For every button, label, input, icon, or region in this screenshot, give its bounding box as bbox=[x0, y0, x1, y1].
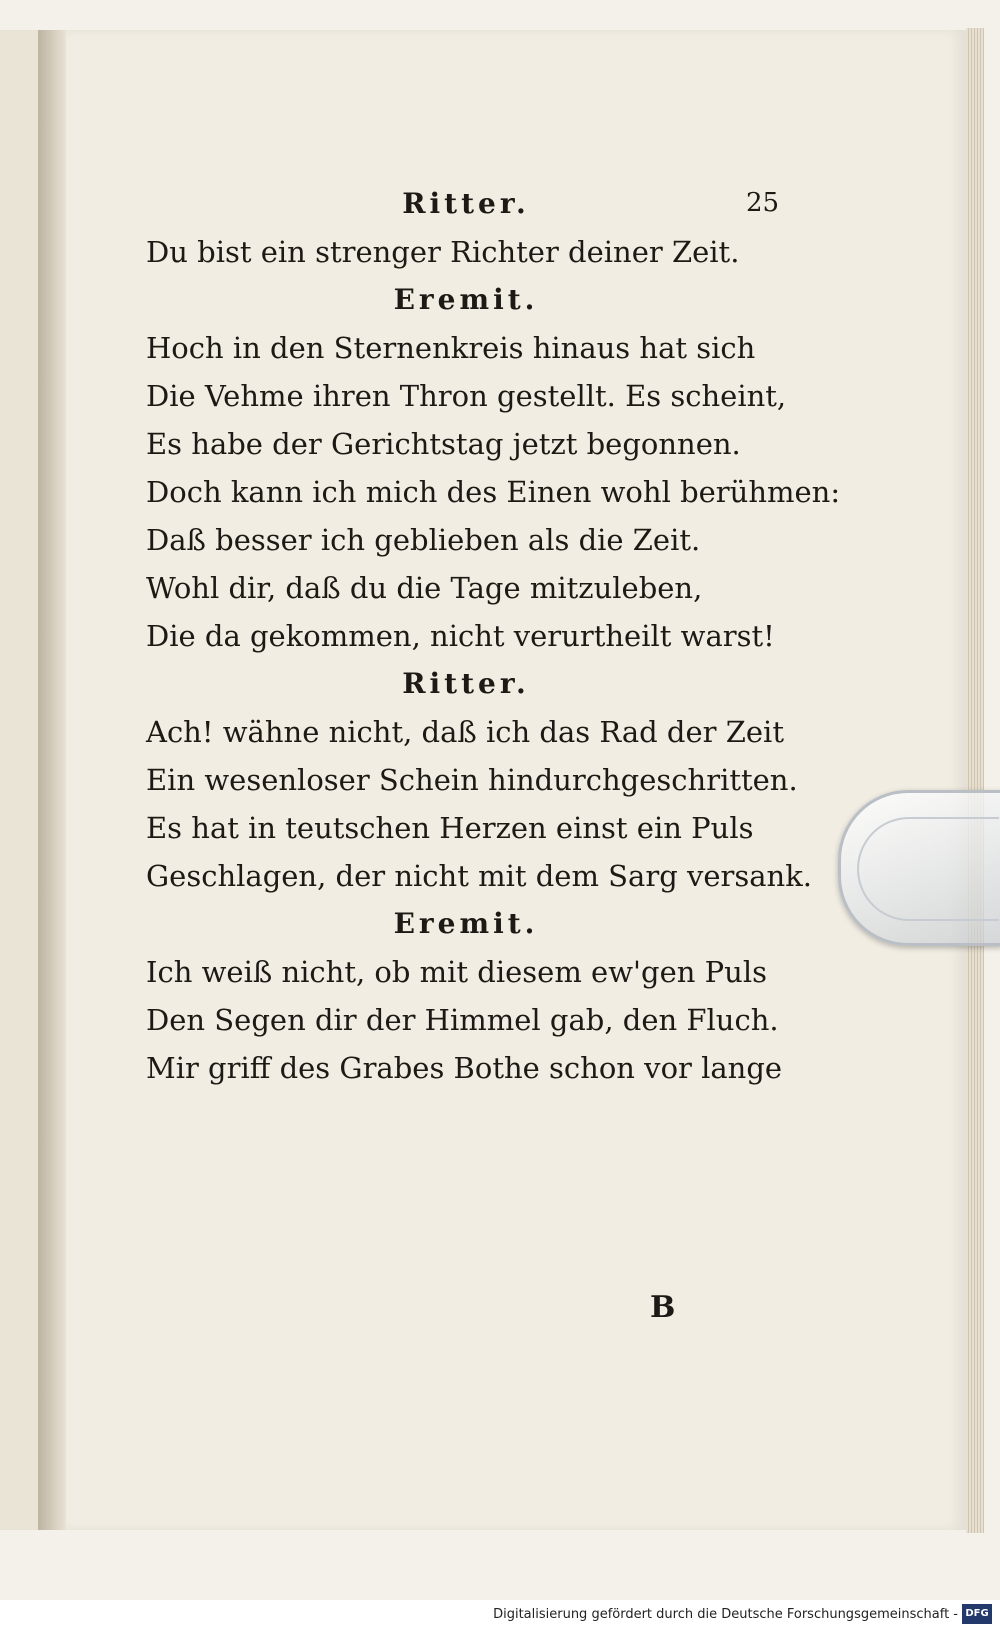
verse-line: Doch kann ich mich des Einen wohl berühmen: bbox=[146, 475, 841, 509]
page-clip bbox=[838, 790, 1000, 946]
speaker-heading: Eremit. bbox=[393, 283, 539, 316]
page-number: 25 bbox=[746, 188, 780, 218]
book-gutter bbox=[38, 30, 68, 1530]
verse-line: Wohl dir, daß du die Tage mitzuleben, bbox=[146, 571, 703, 605]
verse-line: Die Vehme ihren Thron gestellt. Es scheint, bbox=[146, 379, 787, 413]
digitization-footer bbox=[0, 1600, 1000, 1631]
verse-line: Ach! wähne nicht, daß ich das Rad der Zeit bbox=[146, 715, 784, 749]
verse-line: Mir griff des Grabes Bothe schon vor lange bbox=[146, 1051, 783, 1085]
verse-line: Ein wesenloser Schein hindurchgeschritten. bbox=[146, 763, 798, 797]
speaker-heading: Ritter. bbox=[402, 187, 530, 220]
speaker-heading: Eremit. bbox=[393, 907, 539, 940]
page-clip-inner bbox=[857, 817, 999, 921]
verse-line: Den Segen dir der Himmel gab, den Fluch. bbox=[146, 1003, 779, 1037]
verse-line: Du bist ein strenger Richter deiner Zeit. bbox=[146, 235, 740, 269]
left-page-edge bbox=[0, 30, 41, 1530]
verse-line: Geschlagen, der nicht mit dem Sarg versank. bbox=[146, 859, 813, 893]
verse-line: Daß besser ich geblieben als die Zeit. bbox=[146, 523, 701, 557]
verse-line: Ich weiß nicht, ob mit diesem ew'gen Puls bbox=[146, 955, 767, 989]
dfg-logo: DFG bbox=[962, 1604, 992, 1624]
signature-mark: B bbox=[650, 1290, 676, 1325]
verse-line: Es habe der Gerichtstag jetzt begonnen. bbox=[146, 427, 741, 461]
verse-line: Es hat in teutschen Herzen einst ein Puls bbox=[146, 811, 754, 845]
speaker-heading: Ritter. bbox=[402, 667, 530, 700]
text-block bbox=[146, 180, 841, 1092]
verse-line: Die da gekommen, nicht verurtheilt warst! bbox=[146, 619, 775, 653]
page-edges bbox=[966, 28, 984, 1533]
funding-notice: Digitalisierung gefördert durch die Deutsche Forschungsgemeinschaft - bbox=[493, 1607, 958, 1622]
verse-line: Hoch in den Sternenkreis hinaus hat sich bbox=[146, 331, 756, 365]
